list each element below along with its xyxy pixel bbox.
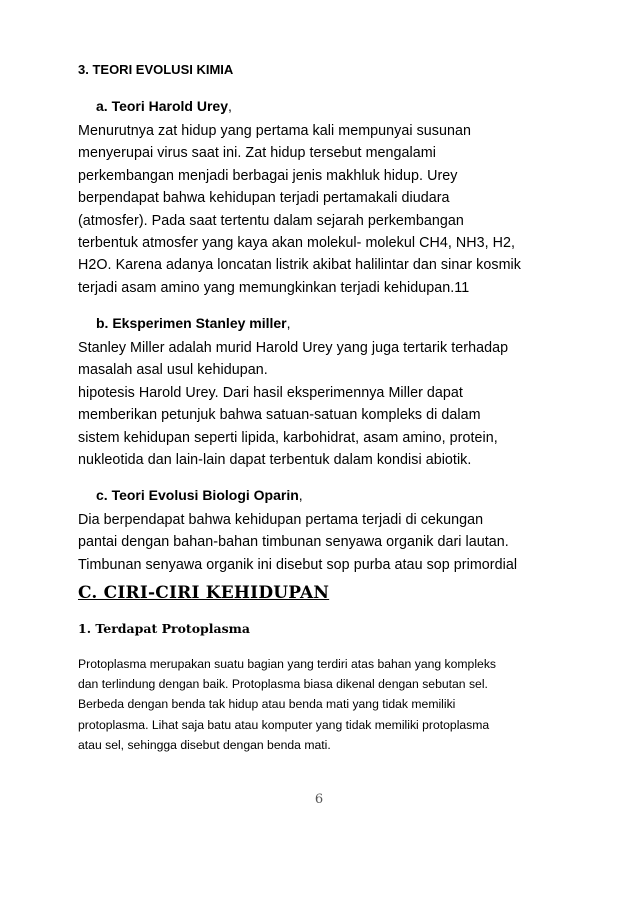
paragraph-line: protoplasma. Lihat saja batu atau komputer yang tidak memiliki protoplasma	[78, 717, 490, 732]
paragraph-line: pantai dengan bahan-bahan timbunan senyawa organik dari lautan.	[78, 534, 509, 551]
paragraph-stanley-miller	[78, 337, 578, 471]
paragraph-line: sistem kehidupan seperti lipida, karbohidrat, asam amino, protein,	[78, 429, 498, 446]
subheading-stanley-miller	[96, 315, 596, 331]
paragraph-line: menyerupai virus saat ini. Zat hidup tersebut mengalami	[78, 145, 436, 162]
paragraph-line: Stanley Miller adalah murid Harold Urey yang juga tertarik terhadap	[78, 340, 509, 356]
subheading-stanley-miller-label: b. Eksperimen Stanley miller	[96, 315, 287, 331]
subheading-harold-urey-label: a. Teori Harold Urey	[96, 98, 229, 114]
subheading-oparin	[96, 487, 596, 503]
paragraph-line: Protoplasma merupakan suatu bagian yang terdiri atas bahan yang kompleks	[78, 657, 497, 671]
subheading-oparin-label: c. Teori Evolusi Biologi Oparin	[96, 487, 299, 503]
paragraph-line: terjadi asam amino yang memungkinkan terjadi kehidupan.11	[78, 279, 470, 296]
paragraph-line: H2O. Karena adanya loncatan listrik akibat halilintar dan sinar kosmik	[78, 257, 521, 274]
paragraph-line: perkembangan menjadi berbagai jenis makhluk hidup. Urey	[78, 167, 458, 184]
subheading-harold-urey	[96, 98, 596, 114]
paragraph-line: masalah asal usul kehidupan.	[78, 362, 268, 379]
subheading-stanley-miller-comma: ,	[286, 315, 291, 331]
paragraph-line: Menurutnya zat hidup yang pertama kali mempunyai susunan	[78, 123, 472, 139]
paragraph-line: Timbunan senyawa organik ini disebut sop purba atau sop primordial	[78, 556, 518, 573]
subheading-harold-urey-comma: ,	[228, 98, 232, 114]
paragraph-line: hipotesis Harold Urey. Dari hasil eksperimennya Miller dapat	[78, 384, 463, 401]
paragraph-line: terbentuk atmosfer yang kaya akan molekul- molekul CH4, NH3, H2,	[78, 235, 516, 252]
paragraph-protoplasma	[78, 654, 578, 755]
paragraph-harold-urey	[78, 120, 578, 299]
paragraph-line: (atmosfer). Pada saat tertentu dalam sejarah perkembangan	[78, 212, 464, 229]
paragraph-line: Dia berpendapat bahwa kehidupan pertama terjadi di cekungan	[78, 512, 484, 528]
paragraph-line: dan terlindung dengan baik. Protoplasma biasa dikenal dengan sebutan sel.	[78, 677, 488, 692]
paragraph-line: Berbeda dengan benda tak hidup atau benda mati yang tidak memiliki	[78, 697, 456, 712]
paragraph-oparin	[78, 509, 578, 576]
heading-terdapat-protoplasma: 1. Terdapat Protoplasma	[78, 621, 250, 636]
paragraph-line: memberikan petunjuk bahwa satuan-satuan kompleks di dalam	[78, 407, 481, 424]
page-number: 6	[314, 792, 324, 807]
paragraph-line: berpendapat bahwa kehidupan terjadi pertamakali diudara	[78, 190, 450, 207]
paragraph-line: nukleotida dan lain-lain dapat terbentuk dalam kondisi abiotik.	[78, 452, 472, 469]
section-heading-ciri-ciri-kehidupan: C. CIRI-CIRI KEHIDUPAN	[78, 583, 330, 603]
paragraph-line: atau sel, sehingga disebut dengan benda mati.	[78, 737, 331, 752]
subheading-oparin-comma: ,	[298, 487, 303, 503]
heading-teori-evolusi-kimia: 3. TEORI EVOLUSI KIMIA	[78, 62, 234, 77]
